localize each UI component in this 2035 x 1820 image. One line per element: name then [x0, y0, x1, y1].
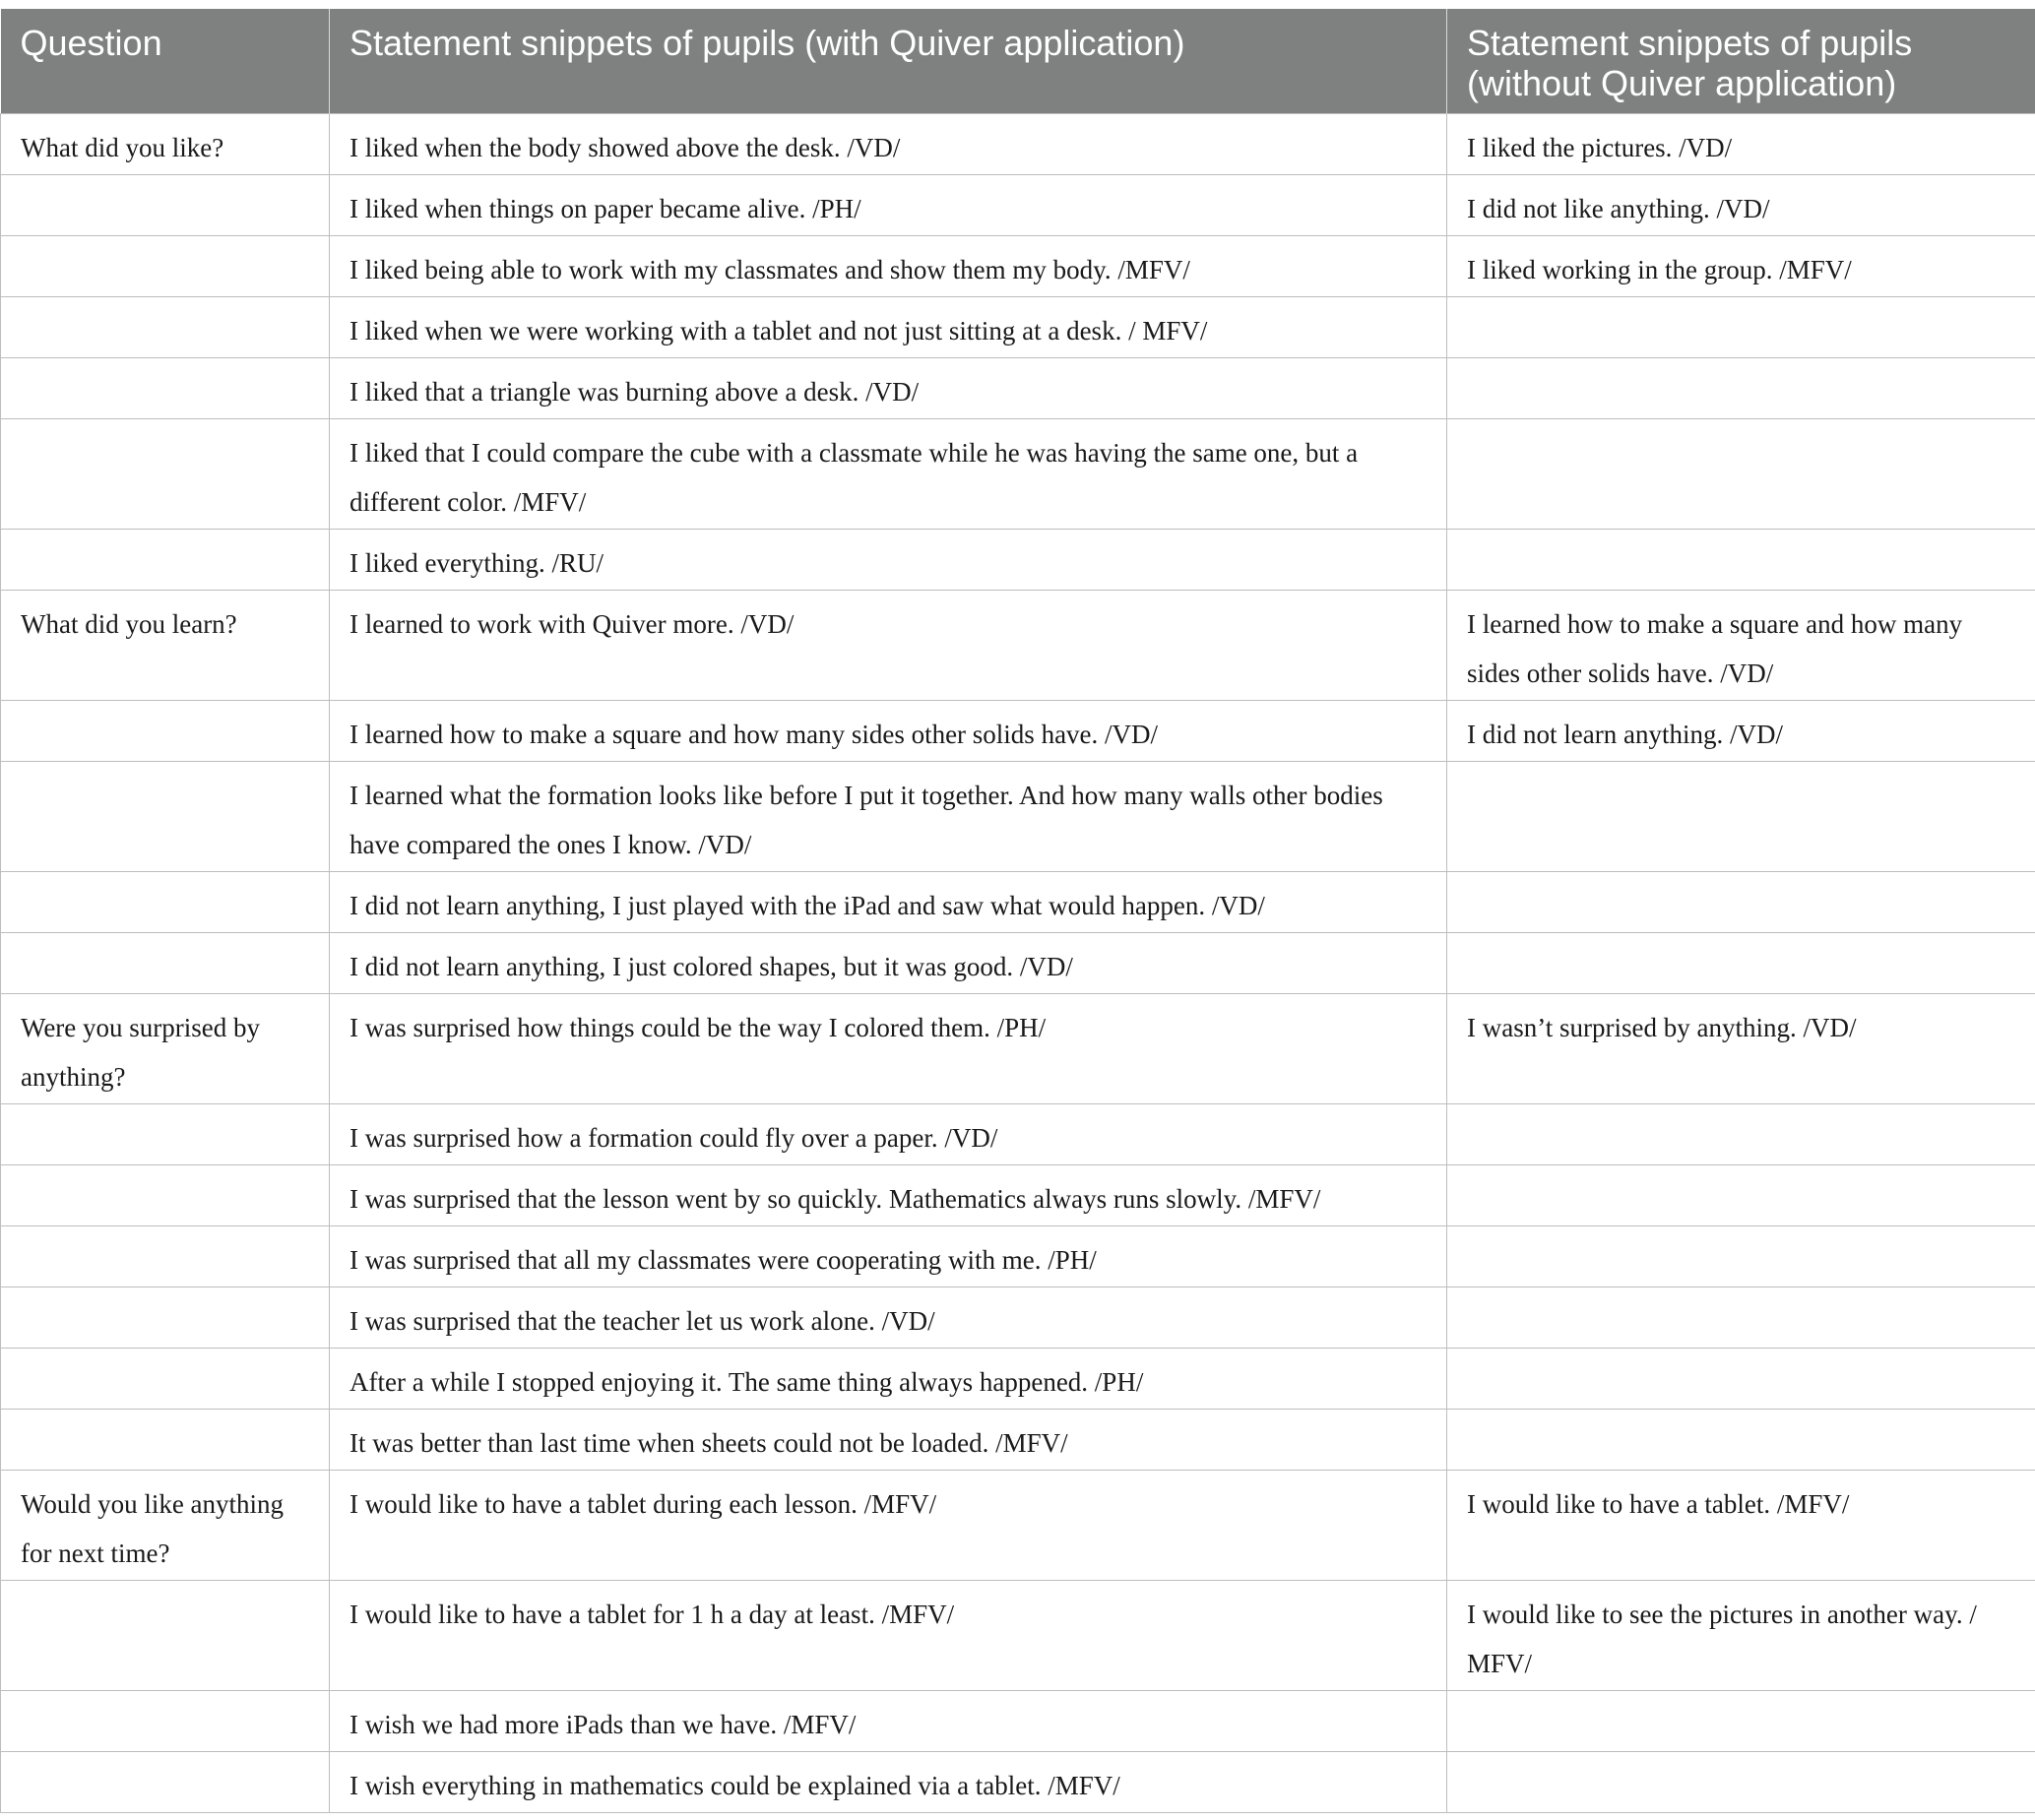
with-quiver-cell: I wish everything in mathematics could be explained via a tablet. /MFV/ — [330, 1752, 1447, 1813]
question-cell — [1, 1287, 330, 1349]
header-without-quiver-label: Statement snippets of pupils (without Quiver application) — [1467, 23, 1913, 103]
question-cell: What did you like? — [1, 114, 330, 175]
question-cell — [1, 175, 330, 236]
table-row — [1, 419, 2035, 530]
question-cell — [1, 419, 330, 530]
without-quiver-cell — [1447, 1287, 2035, 1349]
question-cell — [1, 1752, 330, 1813]
question-cell — [1, 236, 330, 297]
question-cell — [1, 1581, 330, 1691]
header-question — [1, 9, 330, 114]
with-quiver-cell: I was surprised that the lesson went by so quickly. Mathematics always runs slowly. /MFV/ — [330, 1165, 1447, 1226]
table-row — [1, 1691, 2035, 1752]
table-row — [1, 114, 2035, 175]
header-question-label: Question — [20, 23, 162, 63]
without-quiver-cell: I wasn’t surprised by anything. /VD/ — [1447, 994, 2035, 1104]
question-cell — [1, 933, 330, 994]
question-cell — [1, 358, 330, 419]
question-cell: Would you like anything for next time? — [1, 1471, 330, 1581]
table-row — [1, 1349, 2035, 1410]
question-cell — [1, 1349, 330, 1410]
question-cell — [1, 872, 330, 933]
question-cell — [1, 530, 330, 591]
table-header — [1, 9, 2035, 114]
statement-table — [0, 9, 2035, 1813]
without-quiver-cell: I did not learn anything. /VD/ — [1447, 701, 2035, 762]
without-quiver-cell — [1447, 1410, 2035, 1471]
with-quiver-cell: I liked when the body showed above the desk. /VD/ — [330, 114, 1447, 175]
with-quiver-cell: I would like to have a tablet during each lesson. /MFV/ — [330, 1471, 1447, 1581]
table-row — [1, 933, 2035, 994]
without-quiver-cell — [1447, 1752, 2035, 1813]
without-quiver-cell — [1447, 933, 2035, 994]
without-quiver-cell: I liked working in the group. /MFV/ — [1447, 236, 2035, 297]
header-with-quiver-label: Statement snippets of pupils (with Quiver application) — [350, 23, 1185, 63]
with-quiver-cell: I learned what the formation looks like before I put it together. And how many walls other bodies have compared the ones I know. /VD/ — [330, 762, 1447, 872]
without-quiver-cell: I did not like anything. /VD/ — [1447, 175, 2035, 236]
question-cell — [1, 1226, 330, 1287]
question-cell: What did you learn? — [1, 591, 330, 701]
without-quiver-cell — [1447, 419, 2035, 530]
with-quiver-cell: I did not learn anything, I just colored shapes, but it was good. /VD/ — [330, 933, 1447, 994]
with-quiver-cell: I was surprised that the teacher let us work alone. /VD/ — [330, 1287, 1447, 1349]
table-row — [1, 236, 2035, 297]
table-row — [1, 1104, 2035, 1165]
table-row — [1, 591, 2035, 701]
with-quiver-cell: I liked being able to work with my classmates and show them my body. /MFV/ — [330, 236, 1447, 297]
without-quiver-cell: I learned how to make a square and how many sides other solids have. /VD/ — [1447, 591, 2035, 701]
without-quiver-cell — [1447, 297, 2035, 358]
table-row — [1, 297, 2035, 358]
with-quiver-cell: I would like to have a tablet for 1 h a day at least. /MFV/ — [330, 1581, 1447, 1691]
table-row — [1, 175, 2035, 236]
header-row — [1, 9, 2035, 114]
question-cell: Were you surprised by anything? — [1, 994, 330, 1104]
with-quiver-cell: I did not learn anything, I just played with the iPad and saw what would happen. /VD/ — [330, 872, 1447, 933]
table-row — [1, 1226, 2035, 1287]
without-quiver-cell: I liked the pictures. /VD/ — [1447, 114, 2035, 175]
without-quiver-cell: I would like to see the pictures in another way. / MFV/ — [1447, 1581, 2035, 1691]
table-body — [1, 114, 2035, 1813]
question-cell — [1, 1691, 330, 1752]
table-row — [1, 1410, 2035, 1471]
table-row — [1, 1165, 2035, 1226]
with-quiver-cell: After a while I stopped enjoying it. The same thing always happened. /PH/ — [330, 1349, 1447, 1410]
without-quiver-cell — [1447, 358, 2035, 419]
question-cell — [1, 1410, 330, 1471]
table-row — [1, 1752, 2035, 1813]
header-with-quiver — [330, 9, 1447, 114]
without-quiver-cell — [1447, 1165, 2035, 1226]
with-quiver-cell: I wish we had more iPads than we have. /MFV/ — [330, 1691, 1447, 1752]
table-row — [1, 1287, 2035, 1349]
without-quiver-cell — [1447, 1691, 2035, 1752]
with-quiver-cell: I learned how to make a square and how many sides other solids have. /VD/ — [330, 701, 1447, 762]
table-row — [1, 701, 2035, 762]
without-quiver-cell — [1447, 530, 2035, 591]
with-quiver-cell: I was surprised how things could be the way I colored them. /PH/ — [330, 994, 1447, 1104]
question-cell — [1, 1104, 330, 1165]
table-row — [1, 994, 2035, 1104]
without-quiver-cell — [1447, 762, 2035, 872]
with-quiver-cell: I was surprised that all my classmates were cooperating with me. /PH/ — [330, 1226, 1447, 1287]
table-row — [1, 1581, 2035, 1691]
question-cell — [1, 1165, 330, 1226]
table-row — [1, 762, 2035, 872]
without-quiver-cell — [1447, 1349, 2035, 1410]
with-quiver-cell: I liked when things on paper became alive. /PH/ — [330, 175, 1447, 236]
with-quiver-cell: I liked that I could compare the cube with a classmate while he was having the same one, but a different color. /MFV/ — [330, 419, 1447, 530]
table-row — [1, 872, 2035, 933]
with-quiver-cell: I liked everything. /RU/ — [330, 530, 1447, 591]
with-quiver-cell: I liked that a triangle was burning above a desk. /VD/ — [330, 358, 1447, 419]
question-cell — [1, 762, 330, 872]
header-without-quiver — [1447, 9, 2035, 114]
with-quiver-cell: I was surprised how a formation could fly over a paper. /VD/ — [330, 1104, 1447, 1165]
without-quiver-cell — [1447, 872, 2035, 933]
question-cell — [1, 297, 330, 358]
without-quiver-cell — [1447, 1104, 2035, 1165]
table-row — [1, 1471, 2035, 1581]
with-quiver-cell: I liked when we were working with a tablet and not just sitting at a desk. / MFV/ — [330, 297, 1447, 358]
without-quiver-cell — [1447, 1226, 2035, 1287]
with-quiver-cell: I learned to work with Quiver more. /VD/ — [330, 591, 1447, 701]
table-row — [1, 358, 2035, 419]
with-quiver-cell: It was better than last time when sheets could not be loaded. /MFV/ — [330, 1410, 1447, 1471]
without-quiver-cell: I would like to have a tablet. /MFV/ — [1447, 1471, 2035, 1581]
question-cell — [1, 701, 330, 762]
table-row — [1, 530, 2035, 591]
